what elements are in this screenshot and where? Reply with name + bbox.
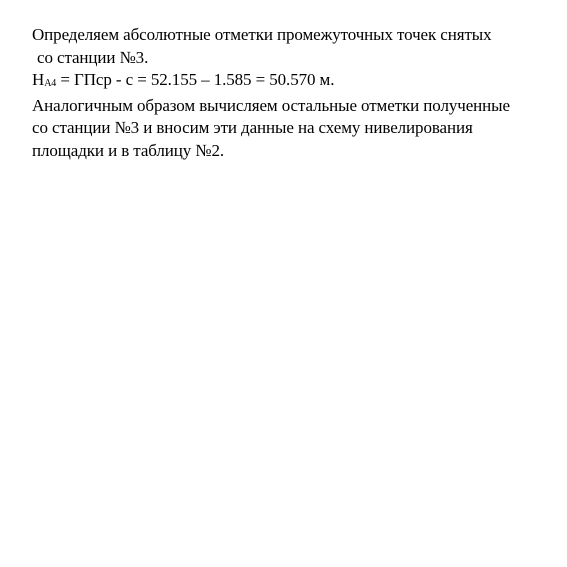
formula-line <box>32 69 562 95</box>
formula-symbol: Н <box>32 70 45 89</box>
formula-expression: = ГПср - с = 52.155 – 1.585 = 50.570 м. <box>56 70 335 89</box>
paragraph-line-3: площадки и в таблицу №2. <box>32 140 225 160</box>
document-text <box>32 24 562 162</box>
intro-line-2: со станции №3. <box>37 47 149 67</box>
paragraph-line-2: со станции №3 и вносим эти данные на схему нивелирования <box>32 118 473 137</box>
paragraph-line-1: Аналогичным образом вычисляем остальные отметки полученные <box>32 95 510 115</box>
formula-subscript: А4 <box>44 78 57 89</box>
intro-line-1: Определяем абсолютные отметки промежуточных точек снятых <box>32 25 492 44</box>
